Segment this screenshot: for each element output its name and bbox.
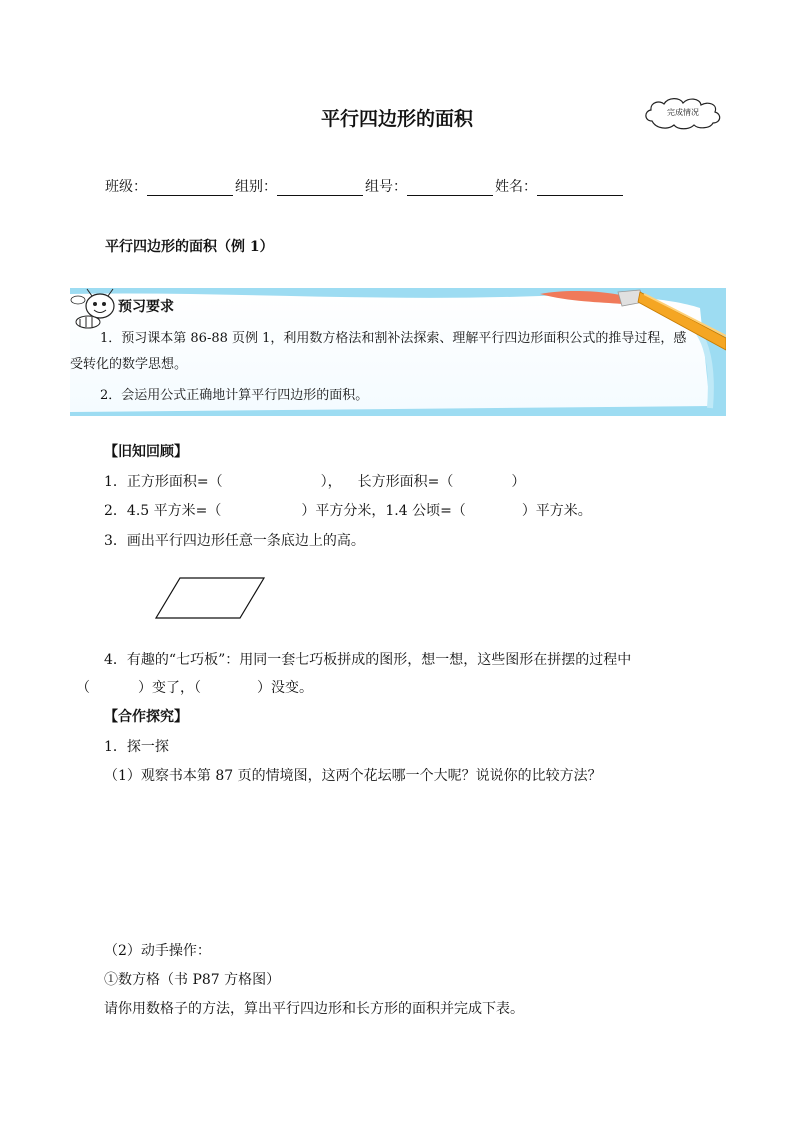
review-q3: 3．画出平行四边形任意一条底边上的高。 <box>104 533 365 549</box>
q4-changed: ）变了，（ <box>138 680 201 696</box>
preview-title: 预习要求 <box>118 299 174 315</box>
explore-q2a: ①数方格（书 P87 方格图） <box>104 972 281 988</box>
student-info-line <box>105 176 625 196</box>
preview-line-1b: 受转化的数学思想。 <box>70 357 188 372</box>
explore-q1: （1）观察书本第 87 页的情境图，这两个花坛哪一个大呢？说说你的比较方法？ <box>104 768 602 784</box>
q4-open: （ <box>76 680 90 696</box>
q1-rect-close: ） <box>511 474 526 490</box>
preview-line-2: 2．会运用公式正确地计算平行四边形的面积。 <box>100 388 369 403</box>
q1-square-label: 1．正方形面积=（ <box>104 474 223 490</box>
number-blank[interactable] <box>407 181 493 196</box>
completion-status-cloud <box>642 95 724 131</box>
review-q1 <box>104 471 525 491</box>
preview-line-1a: 1．预习课本第 86-88 页例 1，利用数方格法和割补法探索、理解平行四边形面积公式的推导过程，感 <box>100 331 687 346</box>
parallelogram-figure[interactable] <box>150 574 270 622</box>
explore-q2b: 请你用数格子的方法，算出平行四边形和长方形的面积并完成下表。 <box>104 1001 524 1017</box>
q2-part-a: 2．4.5 平方米=（ <box>104 503 222 519</box>
page-title: 平行四边形的面积 <box>320 108 473 130</box>
cloud-label: 完成情况 <box>667 108 699 117</box>
class-label: 班级： <box>105 179 147 195</box>
explore-q2: （2）动手操作： <box>104 943 211 959</box>
review-q4-line1: 4．有趣的“七巧板”：用同一套七巧板拼成的图形，想一想，这些图形在拼摆的过程中 <box>104 652 632 668</box>
q1-rect-label: 长方形面积=（ <box>357 474 454 490</box>
explore-heading: 【合作探究】 <box>104 709 188 725</box>
q2-part-c: ）平方米。 <box>521 503 592 519</box>
review-q4-line2 <box>76 677 313 697</box>
number-label: 组号： <box>365 179 407 195</box>
q1-close: ）， <box>320 474 342 490</box>
group-label: 组别： <box>235 179 277 195</box>
class-blank[interactable] <box>147 181 233 196</box>
explore-item-1: 1．探一探 <box>104 739 169 755</box>
q4-unchanged: ）没变。 <box>257 680 313 696</box>
q2-part-b: ）平方分米，1.4 公顷=（ <box>301 503 466 519</box>
group-blank[interactable] <box>277 181 363 196</box>
review-q2 <box>104 500 592 520</box>
section-subtitle: 平行四边形的面积（例 1） <box>105 239 274 255</box>
review-heading: 【旧知回顾】 <box>104 444 188 460</box>
name-label: 姓名： <box>495 179 537 195</box>
name-blank[interactable] <box>537 181 623 196</box>
